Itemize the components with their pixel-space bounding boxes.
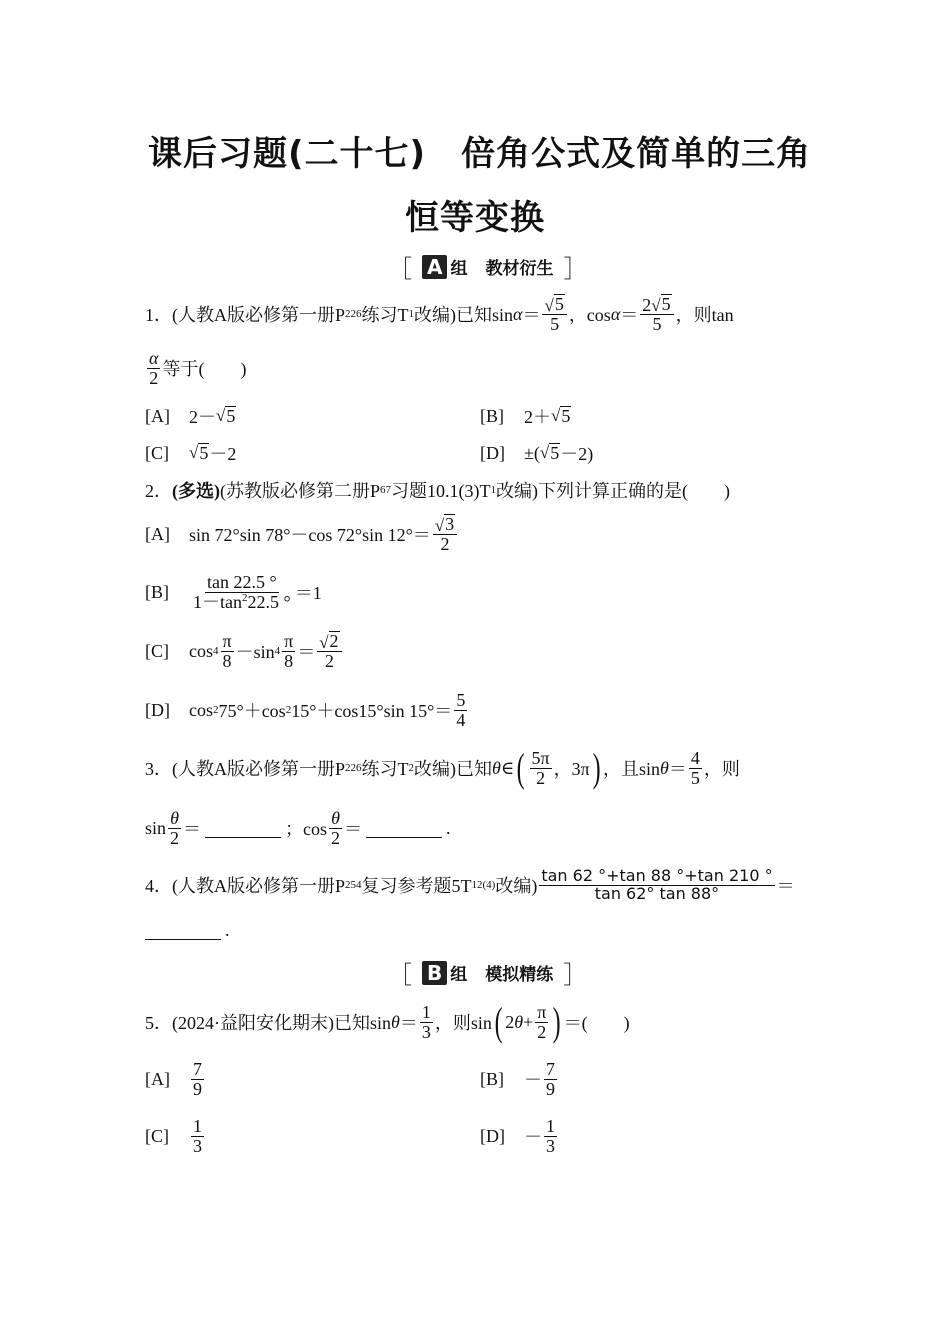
interval-end: ，3π	[553, 759, 590, 779]
fraction	[420, 1003, 433, 1042]
fraction: √ 2 2	[317, 631, 341, 672]
option-b[interactable]	[480, 1056, 559, 1102]
fraction	[530, 749, 552, 788]
fraction: 2 √ 5 5	[640, 294, 673, 335]
denominator: 2	[149, 367, 159, 388]
option-b[interactable]: [B] 2＋ √ 5	[480, 403, 571, 429]
option-a[interactable]	[145, 1056, 206, 1102]
numerator: 7	[193, 1058, 202, 1079]
text: ，则tan	[675, 305, 734, 325]
numerator: 1	[421, 1001, 431, 1022]
text: .	[446, 817, 451, 838]
option-c[interactable]	[145, 1113, 206, 1159]
option-label: [A]	[145, 523, 170, 544]
denominator: 8	[222, 650, 232, 671]
bracket-open: ［	[388, 961, 412, 989]
source-sub: 67	[380, 484, 392, 496]
question-number: 2．	[145, 481, 172, 501]
option-label: [C]	[145, 1125, 169, 1146]
fraction	[539, 865, 774, 903]
group-letter: A	[422, 255, 447, 279]
option-text: ＝1	[294, 583, 322, 603]
numerator: π	[222, 630, 232, 651]
option-label: [C]	[145, 640, 169, 661]
denominator: 2	[440, 534, 450, 555]
group-suffix: 组	[450, 965, 468, 985]
question-number: 4．	[145, 876, 172, 896]
option-text: sin 72°sin 78°－cos 72°sin 12°＝	[189, 525, 431, 545]
alpha-symbol: α	[513, 303, 523, 324]
numerator: π	[284, 630, 294, 651]
equals: ＝	[522, 305, 541, 325]
group-name: 教材衍生	[485, 259, 554, 279]
numerator: 4	[690, 747, 700, 768]
source-sub: 1	[490, 484, 496, 496]
option-text: 2＋	[524, 407, 551, 427]
source-sub: 1	[408, 308, 415, 320]
denominator: 8	[284, 650, 294, 671]
denominator-text: 22.5 °	[247, 591, 291, 612]
option-text: ±(	[524, 442, 540, 463]
option-c[interactable]	[145, 628, 344, 674]
source-text: 改编)下列计算正确的是( )	[496, 481, 730, 501]
denominator-text: 1－tan	[193, 591, 242, 612]
sign: －	[524, 1070, 542, 1090]
option-text: 2－	[189, 407, 216, 427]
source-sub: 226	[345, 762, 362, 774]
question-1	[145, 292, 734, 336]
fraction	[168, 809, 181, 848]
source-sub: 226	[345, 308, 362, 320]
fraction	[147, 349, 160, 388]
denominator: tan 62° tan 88°	[594, 883, 720, 903]
fraction	[329, 809, 342, 848]
group-name: 模拟精练	[485, 965, 554, 985]
fraction	[191, 1060, 204, 1099]
option-d[interactable]	[145, 687, 469, 733]
numerator: π	[537, 1001, 547, 1022]
text: sin	[145, 817, 167, 838]
numerator: θ	[331, 807, 340, 828]
radicand: 5	[550, 442, 560, 463]
denominator: 2	[331, 827, 341, 848]
denominator: 2	[537, 1021, 547, 1042]
option-label: [A]	[145, 405, 170, 426]
option-label: [D]	[480, 1125, 505, 1146]
exponent: 2	[242, 591, 248, 604]
equals: ＝	[183, 819, 202, 839]
question-number: 5．	[145, 1013, 172, 1033]
radicand: 5	[561, 405, 571, 426]
option-text: －sin	[235, 642, 275, 662]
equals: ＝	[297, 642, 316, 662]
question-1-line2	[145, 346, 246, 390]
radicand: 3	[445, 513, 455, 534]
denominator: 3	[193, 1135, 202, 1156]
option-text: －2)	[560, 444, 594, 464]
source-sub: 254	[345, 879, 362, 891]
sign: －	[524, 1127, 542, 1147]
text: ＝( )	[563, 1013, 630, 1033]
denominator: 9	[193, 1078, 202, 1099]
question-2	[145, 477, 730, 503]
text: ，则	[703, 759, 740, 779]
radicand: 5	[199, 442, 209, 463]
denominator: 2	[324, 651, 334, 672]
denominator: 9	[546, 1078, 555, 1099]
option-b[interactable]	[145, 569, 322, 615]
radicand: 2	[329, 630, 339, 651]
paren-open: (	[516, 745, 525, 790]
question-3-line2	[145, 805, 451, 851]
theta-symbol: θ	[492, 757, 501, 778]
radicand: 5	[226, 405, 236, 426]
equals: ＝	[344, 819, 363, 839]
source-text: 练习T	[361, 759, 409, 779]
option-a[interactable]	[145, 511, 459, 557]
denominator: 3	[546, 1135, 555, 1156]
page-title-line1: 课后习题(二十七) 倍角公式及简单的三角	[148, 134, 812, 174]
denominator: 5	[690, 767, 700, 788]
source-text: 练习T	[361, 305, 409, 325]
source-text: 改编)	[495, 876, 538, 896]
group-b-header	[388, 955, 587, 990]
text: ，cos	[568, 305, 611, 325]
fraction	[221, 632, 234, 671]
group-a-header	[388, 249, 587, 284]
option-d[interactable]: [D] ±( √ 5 －2)	[480, 440, 593, 466]
element-of: ∈	[500, 757, 515, 778]
text: ，且sin	[603, 759, 661, 779]
exponent: 4	[274, 645, 281, 657]
numerator: 1	[546, 1115, 555, 1136]
numerator: α	[149, 347, 159, 368]
coefficient: 2	[642, 294, 652, 315]
option-label: [B]	[480, 1068, 504, 1089]
source-sub: 12(4)	[471, 879, 496, 891]
fraction	[282, 632, 295, 671]
numerator: 5π	[531, 747, 550, 768]
fraction: √ 3 2	[433, 514, 457, 555]
fraction	[454, 691, 467, 730]
question-5	[145, 997, 630, 1047]
option-label: [C]	[145, 442, 169, 463]
equals: ＝	[776, 876, 795, 896]
source-text: 复习参考题5T	[361, 876, 472, 896]
question-4	[145, 862, 795, 908]
page-title-line2: 恒等变换	[405, 198, 545, 238]
denominator: 4	[456, 709, 466, 730]
alpha-symbol: α	[610, 303, 621, 324]
text: (2024·益阳安化期末)已知sin	[172, 1013, 391, 1033]
option-text: 75°＋cos	[218, 701, 286, 721]
option-text: 15°＋cos15°sin 15°＝	[291, 701, 453, 721]
theta-symbol: θ	[660, 757, 669, 778]
source-text: 习题10.1(3)T	[391, 481, 491, 501]
numerator: θ	[170, 807, 179, 828]
option-text: cos	[189, 640, 213, 661]
option-label: [D]	[145, 699, 170, 720]
option-c[interactable]: [C] √ 5 －2	[145, 440, 236, 466]
answer-blank-cos[interactable]	[366, 819, 442, 838]
denominator: 3	[421, 1021, 431, 1042]
paren-close: )	[552, 999, 561, 1044]
answer-blank[interactable]	[145, 921, 221, 940]
fraction	[544, 1060, 557, 1099]
source-sub: 2	[408, 762, 415, 774]
numerator: 7	[546, 1058, 555, 1079]
source-text: 改编)已知sin	[414, 305, 514, 325]
text: .	[225, 920, 230, 940]
group-suffix: 组	[450, 259, 468, 279]
fraction	[689, 749, 702, 788]
denominator: 2	[536, 767, 546, 788]
text: ，则sin	[434, 1013, 492, 1033]
option-text: cos	[189, 699, 213, 720]
option-label: [B]	[480, 405, 504, 426]
exponent: 2	[213, 704, 219, 716]
paren-open: (	[494, 999, 503, 1044]
denominator: 5	[652, 314, 662, 335]
text: +	[523, 1011, 534, 1032]
fraction: √ 5 5	[542, 294, 566, 335]
source-text: 改编)已知	[414, 759, 493, 779]
answer-blank-sin[interactable]	[205, 819, 281, 838]
radicand: 5	[554, 293, 564, 314]
option-label: [A]	[145, 1068, 170, 1089]
denominator: 5	[550, 314, 560, 335]
equals: ＝	[620, 305, 639, 325]
source-text: (苏教版必修第二册P	[220, 481, 381, 501]
exponent: 2	[285, 704, 292, 716]
text: ；cos	[285, 819, 328, 839]
text: 等于( )	[162, 359, 247, 379]
option-text: －2	[209, 444, 237, 464]
numerator: tan 22.5 °	[207, 571, 277, 592]
group-letter: B	[422, 961, 447, 985]
equals: ＝	[668, 759, 687, 779]
text: 2	[505, 1011, 515, 1032]
source-text: (人教A版必修第一册P	[172, 759, 346, 779]
question-4-line2	[145, 920, 230, 941]
theta-symbol: θ	[391, 1011, 400, 1032]
option-label: [B]	[145, 581, 169, 602]
option-d[interactable]	[480, 1113, 559, 1159]
equals: ＝	[399, 1013, 418, 1033]
fraction	[191, 573, 293, 612]
bracket-close: ］	[563, 961, 588, 989]
multi-select-tag: (多选)	[172, 481, 220, 501]
denominator: 2	[170, 827, 180, 848]
numerator: 5	[456, 689, 466, 710]
radicand: 5	[661, 293, 671, 314]
question-number: 3．	[145, 759, 172, 779]
option-a[interactable]: [A] 2－ √ 5	[145, 403, 236, 429]
fraction	[191, 1117, 204, 1156]
paren-close: )	[592, 745, 601, 790]
question-3	[145, 743, 740, 793]
source-text: (人教A版必修第一册P	[172, 305, 346, 325]
exponent: 4	[213, 645, 219, 657]
fraction	[544, 1117, 557, 1156]
numerator: tan 62 °+tan 88 °+tan 210 °	[541, 865, 773, 885]
theta-symbol: θ	[514, 1011, 524, 1032]
numerator: 1	[193, 1115, 202, 1136]
option-label: [D]	[480, 442, 505, 463]
question-number: 1．	[145, 305, 172, 325]
fraction	[535, 1003, 548, 1042]
bracket-open: ［	[388, 255, 412, 283]
bracket-close: ］	[563, 255, 588, 283]
source-text: (人教A版必修第一册P	[172, 876, 346, 896]
